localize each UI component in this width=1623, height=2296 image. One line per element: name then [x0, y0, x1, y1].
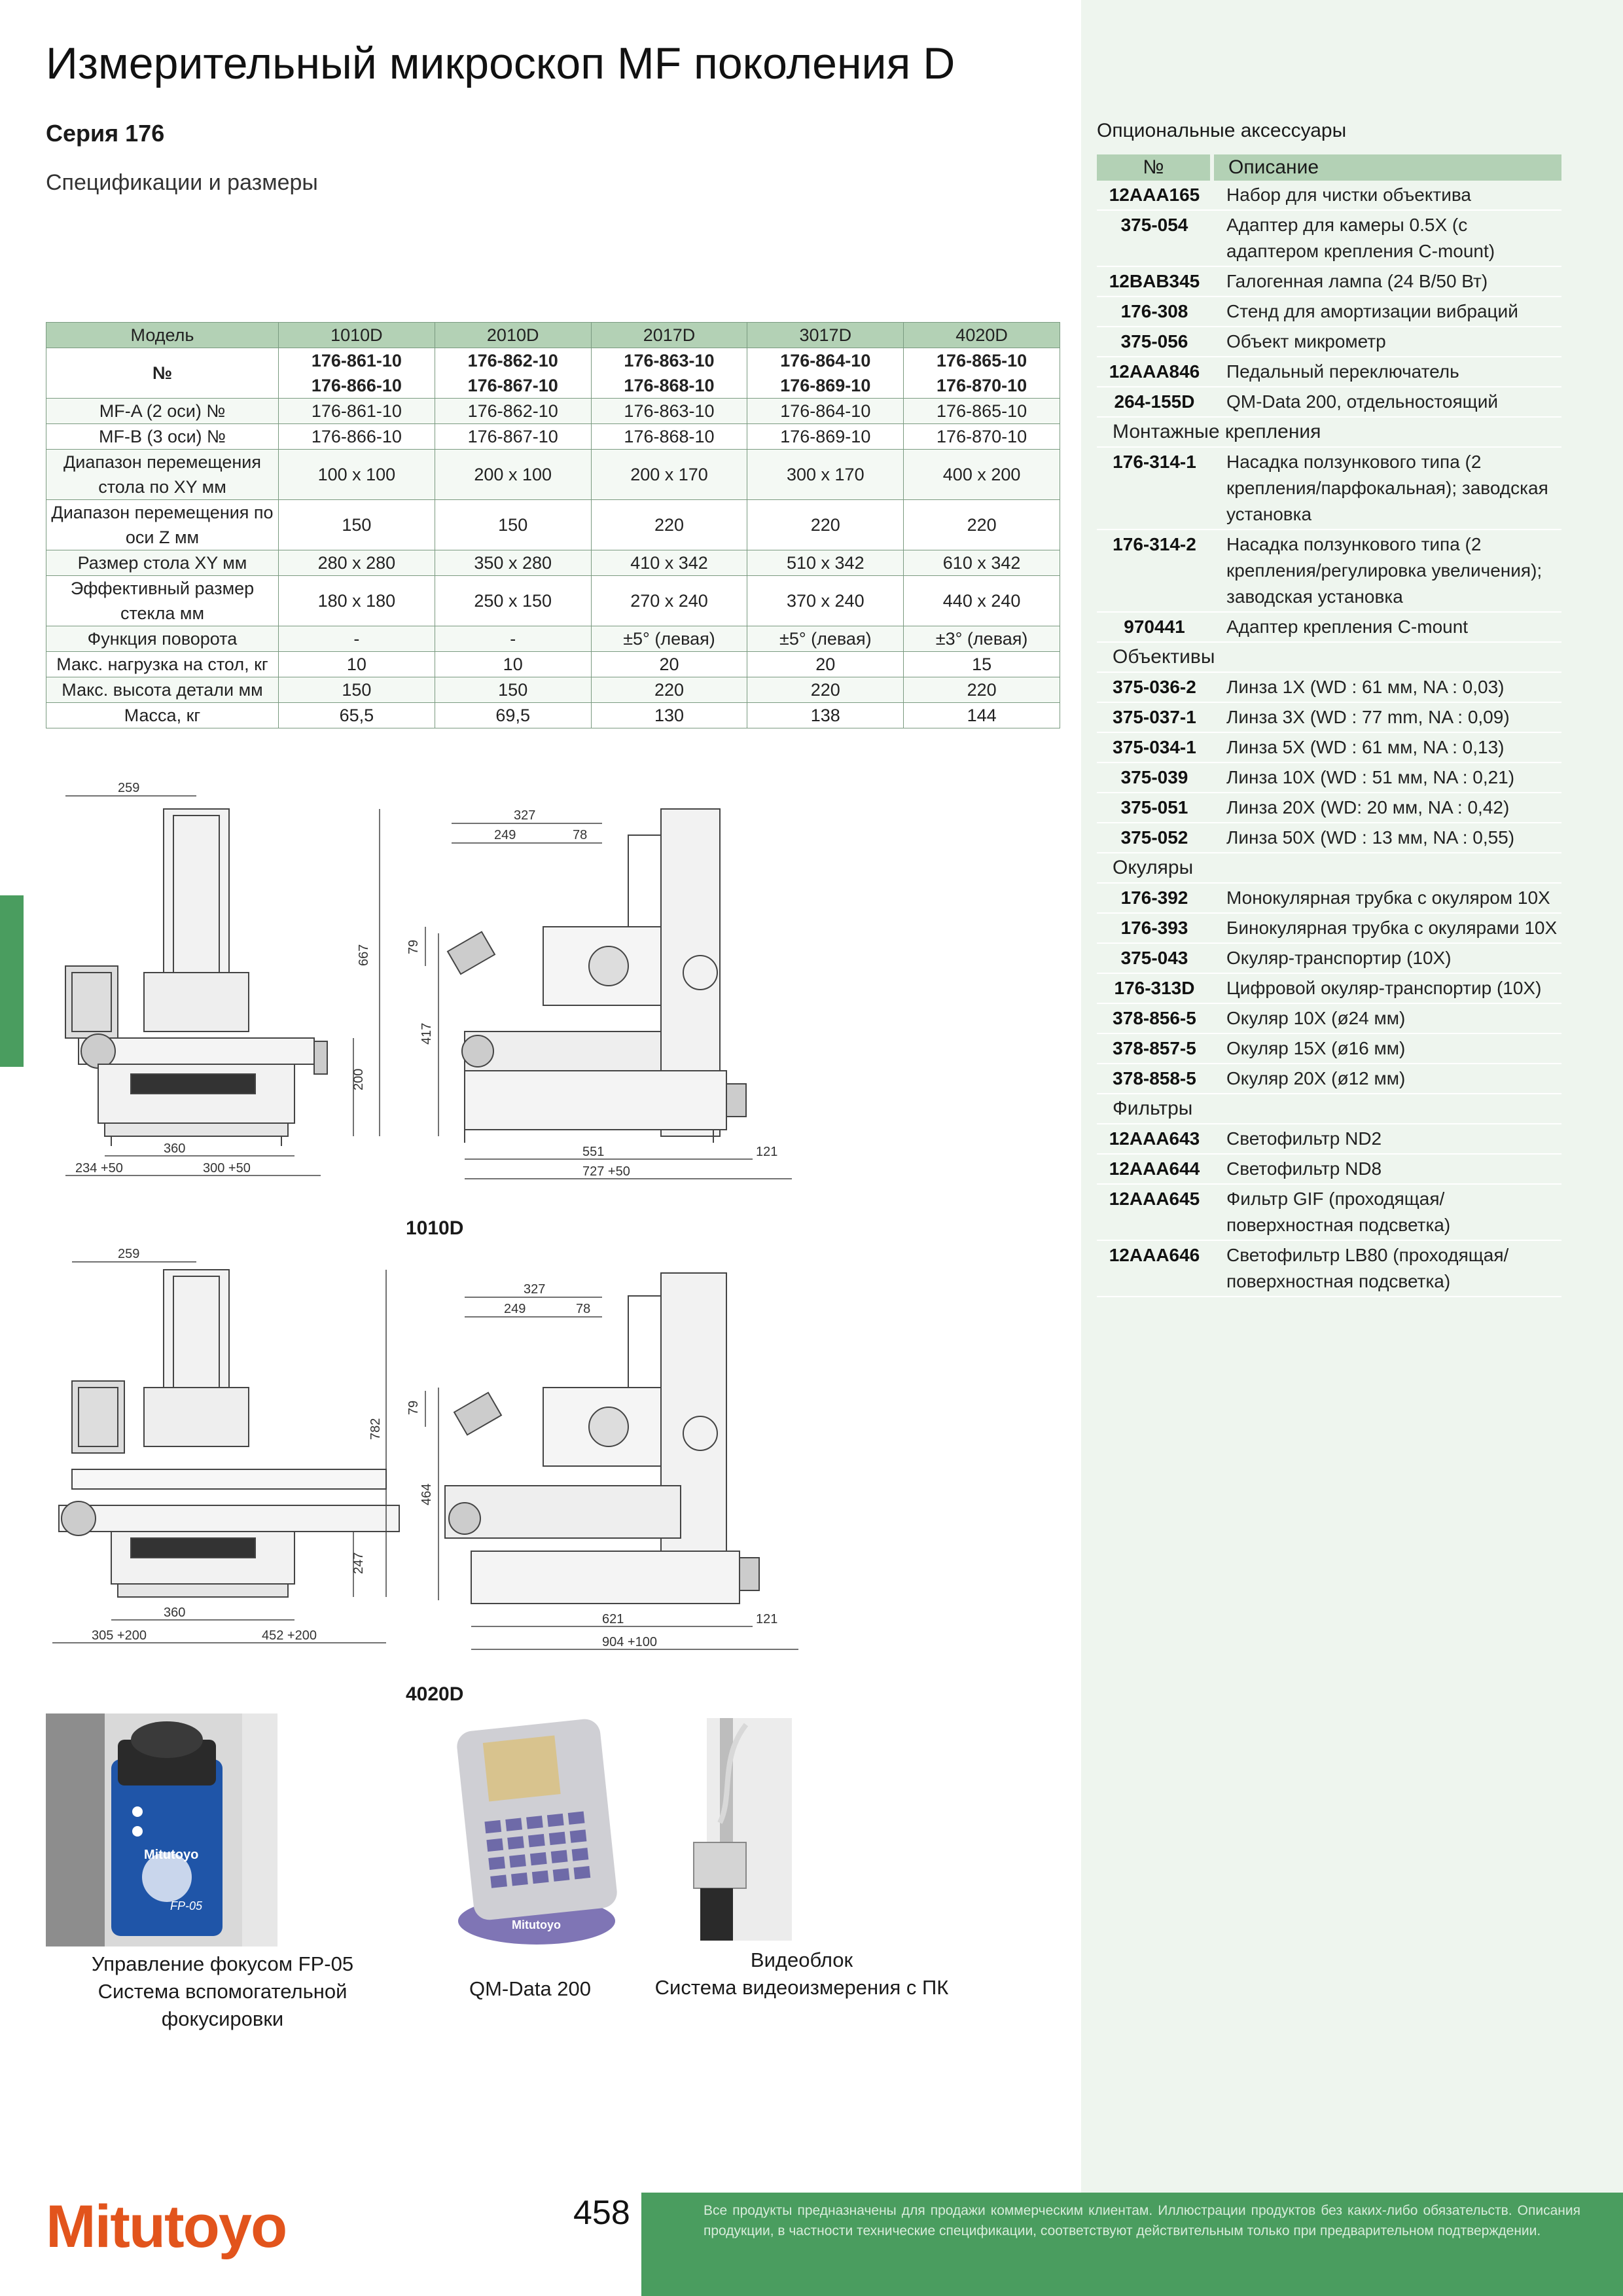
accessory-description: Галогенная лампа (24 В/50 Вт): [1212, 266, 1561, 296]
table-cell: 176-862-10 176-867-10: [435, 348, 591, 399]
side-view-4020d: [445, 1273, 759, 1604]
accessory-description: Фильтр GIF (проходящая/поверхностная подсветка): [1212, 1184, 1561, 1240]
accessory-row: [1097, 762, 1561, 793]
accessory-row: [1097, 1033, 1561, 1064]
accessory-description: QM-Data 200, отдельностоящий: [1212, 387, 1561, 417]
table-cell: 280 x 280: [279, 550, 435, 576]
accessory-description: Монокулярная трубка с окуляром 10X: [1212, 883, 1561, 913]
footer-disclaimer: Все продукты предназначены для продажи коммерческим клиентам. Иллюстрации продуктов без каких-либо обязательств. Описания продукции, в частности технические спецификации, соответствуют действительным только при предварительном подтверждении.: [704, 2203, 1580, 2238]
table-cell: 510 x 342: [747, 550, 904, 576]
row-label: Макс. нагрузка на стол, кг: [46, 652, 279, 677]
dim-label: 259: [118, 781, 140, 795]
accessory-number: 176-308: [1097, 296, 1212, 327]
accessory-row: [1097, 732, 1561, 762]
table-cell: 176-867-10: [435, 424, 591, 450]
accessories-header: №: [1097, 154, 1212, 181]
table-cell: 10: [279, 652, 435, 677]
table-cell: 150: [435, 500, 591, 550]
accessory-row: [1097, 1124, 1561, 1154]
accessory-number: 970441: [1097, 612, 1212, 642]
qm-brand: Mitutoyo: [512, 1918, 561, 1931]
spec-header: 4020D: [904, 323, 1060, 348]
accessory-description: Цифровой окуляр-транспортир (10X): [1212, 973, 1561, 1003]
dim-label: 360: [164, 1141, 186, 1156]
table-cell: 20: [591, 652, 747, 677]
dim-label: 121: [756, 1145, 778, 1159]
accessory-row: [1097, 913, 1561, 943]
accessory-description: Линза 1X (WD : 61 мм, NA : 0,03): [1212, 672, 1561, 702]
accessory-number: 12AAA644: [1097, 1154, 1212, 1184]
dim-label: 259: [118, 1247, 140, 1261]
accessory-row: [1097, 1240, 1561, 1297]
dim-label: 200: [351, 1068, 366, 1090]
accessory-number: 12AAA643: [1097, 1124, 1212, 1154]
drawing-1010d: [46, 776, 812, 1195]
table-cell: 176-863-10 176-868-10: [591, 348, 747, 399]
table-cell: 15: [904, 652, 1060, 677]
group-label: Монтажные крепления: [1097, 417, 1561, 447]
dim-label: 327: [524, 1282, 546, 1297]
accessory-number: 375-034-1: [1097, 732, 1212, 762]
table-cell: 200 x 170: [591, 450, 747, 500]
table-cell: 220: [591, 677, 747, 703]
accessory-row: [1097, 296, 1561, 327]
accessories-header-row: [1097, 154, 1561, 181]
table-cell: 370 x 240: [747, 576, 904, 626]
accessory-number: 375-054: [1097, 210, 1212, 266]
accessory-description: Стенд для амортизации вибраций: [1212, 296, 1561, 327]
accessory-group: [1097, 417, 1561, 447]
page-number: 458: [573, 2194, 630, 2232]
accessory-number: 176-392: [1097, 883, 1212, 913]
accessory-row: [1097, 1184, 1561, 1240]
accessory-row: [1097, 210, 1561, 266]
table-cell: 200 x 100: [435, 450, 591, 500]
accessory-number: 12AAA646: [1097, 1240, 1212, 1297]
table-row: [46, 677, 1060, 703]
accessory-description: Бинокулярная трубка с окулярами 10X: [1212, 913, 1561, 943]
table-cell: 176-865-10 176-870-10: [904, 348, 1060, 399]
dim-label: 78: [576, 1302, 591, 1316]
accessory-description: Окуляр 15X (ø16 мм): [1212, 1033, 1561, 1064]
accessories-table: [1097, 154, 1561, 1297]
accessory-description: Объект микрометр: [1212, 327, 1561, 357]
spec-header: 2010D: [435, 323, 591, 348]
table-cell: 220: [747, 677, 904, 703]
table-row: [46, 626, 1060, 652]
dim-label: 249: [504, 1302, 526, 1316]
spec-header: 2017D: [591, 323, 747, 348]
accessory-row: [1097, 387, 1561, 417]
side-view-1010d: [448, 809, 746, 1143]
table-cell: 150: [279, 677, 435, 703]
accessory-description: Светофильтр ND8: [1212, 1154, 1561, 1184]
spec-table: [46, 322, 1060, 728]
accessory-group: [1097, 853, 1561, 883]
qm-data-photo: [438, 1718, 628, 1950]
table-cell: 220: [904, 677, 1060, 703]
fp05-brand: Mitutoyo: [144, 1848, 199, 1862]
accessory-row: [1097, 529, 1561, 612]
table-cell: 176-864-10 176-869-10: [747, 348, 904, 399]
accessory-description: Окуляр 10X (ø24 мм): [1212, 1003, 1561, 1033]
table-cell: 220: [747, 500, 904, 550]
table-cell: 400 x 200: [904, 450, 1060, 500]
dim-label: 667: [357, 944, 371, 966]
accessory-row: [1097, 181, 1561, 210]
accessory-row: [1097, 1003, 1561, 1033]
video-unit-caption: Видеоблок Система видеоизмерения с ПК: [654, 1948, 949, 1999]
dim-label: 904 +100: [602, 1635, 657, 1649]
table-cell: 410 x 342: [591, 550, 747, 576]
dim-label: 249: [494, 828, 516, 842]
accessory-row: [1097, 266, 1561, 296]
table-cell: ±5° (левая): [591, 626, 747, 652]
section-subtitle: Спецификации и размеры: [46, 170, 318, 195]
dim-label: 452 +200: [262, 1628, 317, 1643]
accessory-number: 176-313D: [1097, 973, 1212, 1003]
table-cell: 69,5: [435, 703, 591, 728]
accessory-description: Адаптер для камеры 0.5X (с адаптером крепления C-mount): [1212, 210, 1561, 266]
table-cell: 220: [904, 500, 1060, 550]
table-cell: 176-866-10: [279, 424, 435, 450]
dim-label: 782: [368, 1418, 383, 1440]
table-cell: 300 x 170: [747, 450, 904, 500]
row-label: №: [46, 348, 279, 399]
accessory-row: [1097, 612, 1561, 642]
accessory-number: 375-052: [1097, 823, 1212, 853]
table-row: [46, 500, 1060, 550]
accessory-number: 378-857-5: [1097, 1033, 1212, 1064]
table-row: [46, 550, 1060, 576]
table-cell: 350 x 280: [435, 550, 591, 576]
dim-label: 121: [756, 1612, 778, 1626]
table-cell: -: [435, 626, 591, 652]
series-label: Серия 176: [46, 120, 165, 147]
row-label: Размер стола XY мм: [46, 550, 279, 576]
qm-data-caption: QM-Data 200: [469, 1977, 592, 2000]
accessory-number: 176-314-2: [1097, 529, 1212, 612]
table-cell: 138: [747, 703, 904, 728]
table-cell: 220: [591, 500, 747, 550]
accessory-number: 12AAA846: [1097, 357, 1212, 387]
table-row: [46, 652, 1060, 677]
table-cell: 176-865-10: [904, 399, 1060, 424]
group-label: Фильтры: [1097, 1094, 1561, 1124]
table-row: [46, 450, 1060, 500]
table-cell: 176-870-10: [904, 424, 1060, 450]
accessory-number: 12AAA165: [1097, 181, 1212, 210]
table-cell: 10: [435, 652, 591, 677]
row-label: Макс. высота детали мм: [46, 677, 279, 703]
table-cell: 440 x 240: [904, 576, 1060, 626]
accessory-row: [1097, 943, 1561, 973]
dim-label: 464: [419, 1483, 434, 1505]
accessory-description: Линза 10X (WD : 51 мм, NA : 0,21): [1212, 762, 1561, 793]
accessory-description: Насадка ползункового типа (2 крепления/парфокальная); заводская установка: [1212, 447, 1561, 529]
accessory-row: [1097, 1064, 1561, 1094]
row-label: Функция поворота: [46, 626, 279, 652]
table-cell: -: [279, 626, 435, 652]
table-cell: 610 x 342: [904, 550, 1060, 576]
row-label: Масса, кг: [46, 703, 279, 728]
accessory-number: 375-036-2: [1097, 672, 1212, 702]
dim-label: 551: [582, 1145, 605, 1159]
accessory-description: Линза 50X (WD : 13 мм, NA : 0,55): [1212, 823, 1561, 853]
dim-label: 360: [164, 1605, 186, 1620]
accessories-title: Опциональные аксессуары: [1097, 120, 1347, 141]
table-cell: 250 x 150: [435, 576, 591, 626]
front-view-1010d: [65, 809, 327, 1146]
section-tab: [0, 895, 24, 1067]
dim-label: 79: [406, 1400, 421, 1415]
accessory-group: [1097, 1094, 1561, 1124]
accessory-group: [1097, 642, 1561, 672]
accessory-row: [1097, 883, 1561, 913]
row-label: MF-A (2 оси) №: [46, 399, 279, 424]
accessory-description: Светофильтр ND2: [1212, 1124, 1561, 1154]
table-cell: 176-862-10: [435, 399, 591, 424]
table-cell: 20: [747, 652, 904, 677]
table-cell: 130: [591, 703, 747, 728]
video-unit-photo: [681, 1718, 798, 1944]
table-cell: 150: [435, 677, 591, 703]
fp05-photo: [46, 1713, 277, 1950]
dim-label: 327: [514, 808, 536, 823]
page-title: Измерительный микроскоп MF поколения D: [46, 39, 955, 88]
table-cell: 176-861-10: [279, 399, 435, 424]
accessory-row: [1097, 672, 1561, 702]
table-cell: 176-861-10 176-866-10: [279, 348, 435, 399]
table-cell: 100 x 100: [279, 450, 435, 500]
accessory-row: [1097, 1154, 1561, 1184]
accessory-description: Линза 3X (WD : 77 mm, NA : 0,09): [1212, 702, 1561, 732]
mitutoyo-logo: Mitutoyo: [46, 2193, 287, 2260]
accessory-number: 176-393: [1097, 913, 1212, 943]
accessory-number: 12AAA645: [1097, 1184, 1212, 1240]
table-row: [46, 399, 1060, 424]
dim-label: 247: [351, 1552, 366, 1574]
accessory-description: Линза 5X (WD : 61 мм, NA : 0,13): [1212, 732, 1561, 762]
drawing-4020d: [46, 1244, 812, 1669]
accessory-row: [1097, 357, 1561, 387]
dim-label: 417: [419, 1022, 434, 1045]
accessory-description: Насадка ползункового типа (2 крепления/регулировка увеличения); заводская установка: [1212, 529, 1561, 612]
spec-header: Модель: [46, 323, 279, 348]
dim-label: 305 +200: [92, 1628, 147, 1643]
accessory-number: 375-051: [1097, 793, 1212, 823]
row-label: Эффективный размер стекла мм: [46, 576, 279, 626]
table-cell: 180 x 180: [279, 576, 435, 626]
accessory-description: Окуляр 20X (ø12 мм): [1212, 1064, 1561, 1094]
dim-label: 79: [406, 939, 421, 954]
drawing-caption: 1010D: [406, 1217, 464, 1239]
table-row: [46, 576, 1060, 626]
table-cell: 176-863-10: [591, 399, 747, 424]
table-row: [46, 424, 1060, 450]
table-cell: 270 x 240: [591, 576, 747, 626]
accessory-row: [1097, 327, 1561, 357]
fp05-model: FP-05: [170, 1899, 203, 1912]
row-label: MF-B (3 оси) №: [46, 424, 279, 450]
accessory-row: [1097, 447, 1561, 529]
fp05-caption: Управление фокусом FP-05 Система вспомогательной фокусировки: [91, 1952, 354, 2030]
dim-label: 234 +50: [75, 1161, 123, 1175]
accessory-number: 378-856-5: [1097, 1003, 1212, 1033]
dim-label: 300 +50: [203, 1161, 251, 1175]
table-cell: 150: [279, 500, 435, 550]
drawing-caption: 4020D: [406, 1683, 464, 1705]
accessory-row: [1097, 973, 1561, 1003]
accessories-header: Описание: [1212, 154, 1561, 181]
row-label: Диапазон перемещения по оси Z мм: [46, 500, 279, 550]
accessory-description: Адаптер крепления C-mount: [1212, 612, 1561, 642]
table-row: [46, 348, 1060, 399]
table-row: [46, 703, 1060, 728]
accessory-number: 375-039: [1097, 762, 1212, 793]
dim-label: 727 +50: [582, 1164, 630, 1179]
accessory-number: 264-155D: [1097, 387, 1212, 417]
dim-label: 621: [602, 1612, 624, 1626]
table-cell: 176-868-10: [591, 424, 747, 450]
accessory-number: 12BAB345: [1097, 266, 1212, 296]
table-cell: ±3° (левая): [904, 626, 1060, 652]
spec-header-row: [46, 323, 1060, 348]
table-cell: ±5° (левая): [747, 626, 904, 652]
accessory-row: [1097, 823, 1561, 853]
spec-header: 3017D: [747, 323, 904, 348]
accessory-number: 375-037-1: [1097, 702, 1212, 732]
table-cell: 176-869-10: [747, 424, 904, 450]
dim-label: 78: [573, 828, 588, 842]
row-label: Диапазон перемещения стола по XY мм: [46, 450, 279, 500]
accessory-number: 375-043: [1097, 943, 1212, 973]
front-view-4020d: [59, 1270, 399, 1597]
accessory-description: Набор для чистки объектива: [1212, 181, 1561, 210]
group-label: Окуляры: [1097, 853, 1561, 883]
table-cell: 176-864-10: [747, 399, 904, 424]
group-label: Объективы: [1097, 642, 1561, 672]
accessory-number: 375-056: [1097, 327, 1212, 357]
table-cell: 65,5: [279, 703, 435, 728]
accessory-description: Окуляр-транспортир (10X): [1212, 943, 1561, 973]
spec-header: 1010D: [279, 323, 435, 348]
accessory-number: 378-858-5: [1097, 1064, 1212, 1094]
accessory-description: Педальный переключатель: [1212, 357, 1561, 387]
accessory-row: [1097, 702, 1561, 732]
accessory-description: Светофильтр LB80 (проходящая/ поверхностная подсветка): [1212, 1240, 1561, 1297]
accessory-number: 176-314-1: [1097, 447, 1212, 529]
table-cell: 144: [904, 703, 1060, 728]
accessory-description: Линза 20X (WD: 20 мм, NA : 0,42): [1212, 793, 1561, 823]
accessory-row: [1097, 793, 1561, 823]
